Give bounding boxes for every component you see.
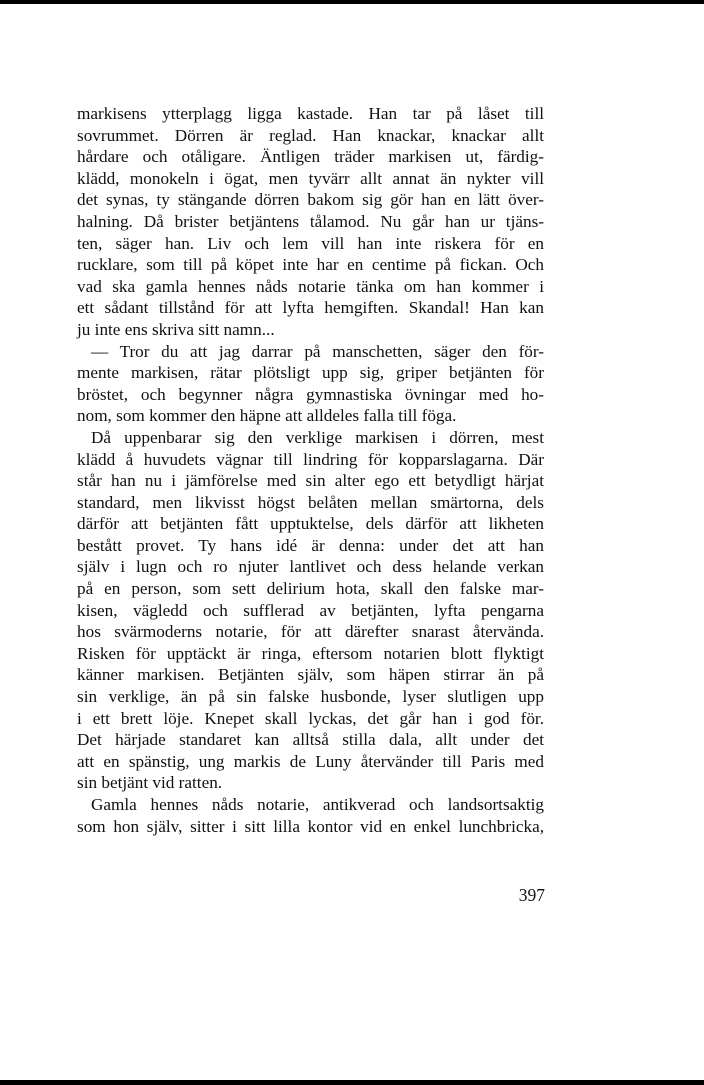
text-line: i ett brett löje. Knepet skall lyckas, det går han i god för. bbox=[77, 708, 544, 728]
text-line: att en spänstig, ung markis de Luny återvänder till Paris med bbox=[77, 751, 544, 771]
text-line: som hon själv, sitter i sitt lilla kontor vid en enkel lunchbricka, bbox=[77, 816, 544, 836]
text-line: ten, säger han. Liv och lem vill han inte riskera för en bbox=[77, 233, 544, 253]
text-line: Gamla hennes nåds notarie, antikverad och landsortsaktig bbox=[91, 795, 544, 814]
text-line: mente markisen, rätar plötsligt upp sig, griper betjänten för bbox=[77, 363, 544, 383]
text-line: kisen, vägledd och sufflerad av betjänten, lyfta pengarna bbox=[77, 600, 544, 620]
text-line: sovrummet. Dörren är reglad. Han knackar, knackar allt bbox=[77, 125, 544, 145]
text-line: hårdare och otåligare. Äntligen träder markisen ut, färdig- bbox=[77, 147, 544, 167]
text-line: Då uppenbarar sig den verklige markisen i dörren, mest bbox=[91, 427, 544, 447]
page-number: 397 bbox=[518, 885, 545, 905]
text-line: Det härjade standaret kan alltså stilla dala, allt under det bbox=[77, 730, 544, 750]
text-line: vad ska gamla hennes nåds notarie tänka om han kommer i bbox=[77, 276, 544, 296]
page-body-text bbox=[77, 103, 544, 837]
text-line: — Tror du att jag darrar på manschetten, säger den för- bbox=[91, 341, 544, 361]
text-line: rucklare, som till på köpet inte har en centime på fickan. Och bbox=[77, 255, 544, 275]
text-line: själv i lugn och ro njuter lantlivet och dess helande verkan bbox=[77, 557, 544, 577]
text-line: ett sådant tillstånd för att lyfta hemgiften. Skandal! Han kan bbox=[77, 298, 544, 318]
text-line: ju inte ens skriva sitt namn... bbox=[77, 319, 275, 339]
text-line: standard, men likvisst högst belåten mellan smärtorna, dels bbox=[77, 492, 544, 512]
text-line: klädd, monokeln i ögat, men tyvärr allt annat än nykter vill bbox=[77, 168, 544, 188]
text-line: det synas, ty stängande dörren bakom sig gör han en lätt över- bbox=[77, 190, 544, 210]
text-line: markisens ytterplagg ligga kastade. Han tar på låset till bbox=[77, 104, 544, 123]
text-line: Risken för upptäckt är ringa, eftersom notarien blott flyktigt bbox=[77, 643, 544, 663]
text-line: sin betjänt vid ratten. bbox=[77, 773, 223, 793]
text-line: nom, som kommer den häpne att alldeles falla till föga. bbox=[77, 406, 457, 426]
bottom-edge-rule bbox=[0, 1080, 704, 1085]
text-line: bestått provet. Ty hans idé är denna: under det att han bbox=[77, 535, 544, 555]
top-edge-rule bbox=[0, 0, 704, 4]
text-line: på en person, som sett delirium hota, skall den falske mar- bbox=[77, 579, 544, 599]
text-line: känner markisen. Betjänten själv, som häpen stirrar än på bbox=[77, 665, 544, 685]
text-line: bröstet, och begynner några gymnastiska övningar med ho- bbox=[77, 384, 544, 404]
text-line: hos svärmoderns notarie, för att därefter snarast återvända. bbox=[77, 622, 544, 642]
text-line: halning. Då brister betjäntens tålamod. Nu går han ur tjäns- bbox=[77, 211, 544, 231]
text-line: därför att betjänten fått upptuktelse, dels därför att likheten bbox=[77, 514, 544, 534]
text-line: står han nu i jämförelse med sin alter ego ett betydligt härjat bbox=[77, 471, 544, 491]
text-line: klädd å huvudets vägnar till lindring för kopparslagarna. Där bbox=[77, 449, 544, 469]
text-line: sin verklige, än på sin falske husbonde, lyser slutligen upp bbox=[77, 687, 544, 707]
